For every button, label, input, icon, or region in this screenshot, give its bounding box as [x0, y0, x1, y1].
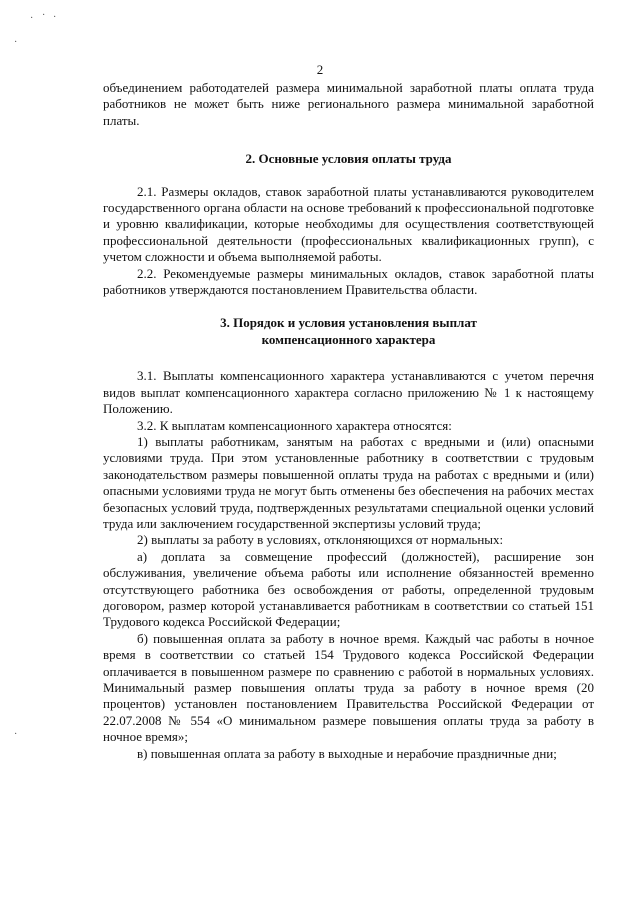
section-3-heading-line1: 3. Порядок и условия установления выплат — [220, 315, 477, 331]
paragraph-3-2: 3.2. К выплатам компенсационного характера относятся: — [137, 417, 452, 433]
scan-speck: · — [14, 729, 18, 740]
scan-speck: · — [14, 37, 18, 48]
page-number: 2 — [316, 62, 324, 77]
paragraph-3-1: 3.1. Выплаты компенсационного характера устанавливаются с учетом перечня видов выплат компенсационного характера согласно приложению № 1 к настоящему Положению. — [103, 368, 594, 417]
document-body — [103, 80, 594, 762]
section-3-heading — [103, 315, 594, 348]
scan-speck: · — [42, 10, 46, 21]
section-3-heading-line2: компенсационного характера — [261, 331, 436, 347]
item-2b: б) повышенная оплата за работу в ночное время. Каждый час работы в ночное время в соответствии со статьей 154 Трудового кодекса Российской Федерации оплачивается в повышенном размере по сравнению с работой в нормальных условиях. Минимальный размер повышения оплаты труда за работу в ночное время (20 процентов) установлен постановлением Правительства Российской Федерации от 22.07.2008 № 554 «О минимальном размере повышения оплаты труда за работу в ночное время»; — [103, 630, 594, 745]
scan-speck: · — [53, 12, 57, 23]
section-2-heading: 2. Основные условия оплаты труда — [245, 151, 452, 167]
item-2a: а) доплата за совмещение профессий (должностей), расширение зон обслуживания, увеличение объема работы или исполнение обязанностей временно отсутствующего работника без освобождения от работы, определенной трудовым договором, размер которой устанавливается работникам в соответствии со статьей 151 Трудового кодекса Российской Федерации; — [103, 548, 594, 630]
item-2v: в) повышенная оплата за работу в выходные и нерабочие праздничные дни; — [137, 745, 557, 761]
item-1: 1) выплаты работникам, занятым на работах с вредными и (или) опасными условиями труда. При этом установленные работнику в соответствии с трудовым законодательством размеры повышенной оплаты труда на работах с вредными и (или) опасными условиями труда не могут быть отменены без обеспечения на рабочих местах безопасных условий труда, подтвержденных результатами специальной оценки условий труда или заключением государственной экспертизы условий труда; — [103, 433, 594, 531]
intro-paragraph: объединением работодателей размера минимальной заработной платы оплата труда работников не может быть ниже регионального размера минимальной заработной платы. — [103, 80, 594, 128]
paragraph-2-1: 2.1. Размеры окладов, ставок заработной платы устанавливаются руководителем государственного органа области на основе требований к профессиональной подготовке и уровню квалификации, которые необходимы для осуществления соответствующей профессиональной деятельности (профессиональных квалификационных групп), с учетом сложности и объема выполняемой работы. — [103, 183, 594, 265]
item-2: 2) выплаты за работу в условиях, отклоняющихся от нормальных: — [137, 532, 504, 548]
paragraph-2-2: 2.2. Рекомендуемые размеры минимальных окладов, ставок заработной платы работников утверждаются постановлением Правительства области. — [103, 265, 594, 298]
scan-speck: · — [30, 13, 34, 24]
